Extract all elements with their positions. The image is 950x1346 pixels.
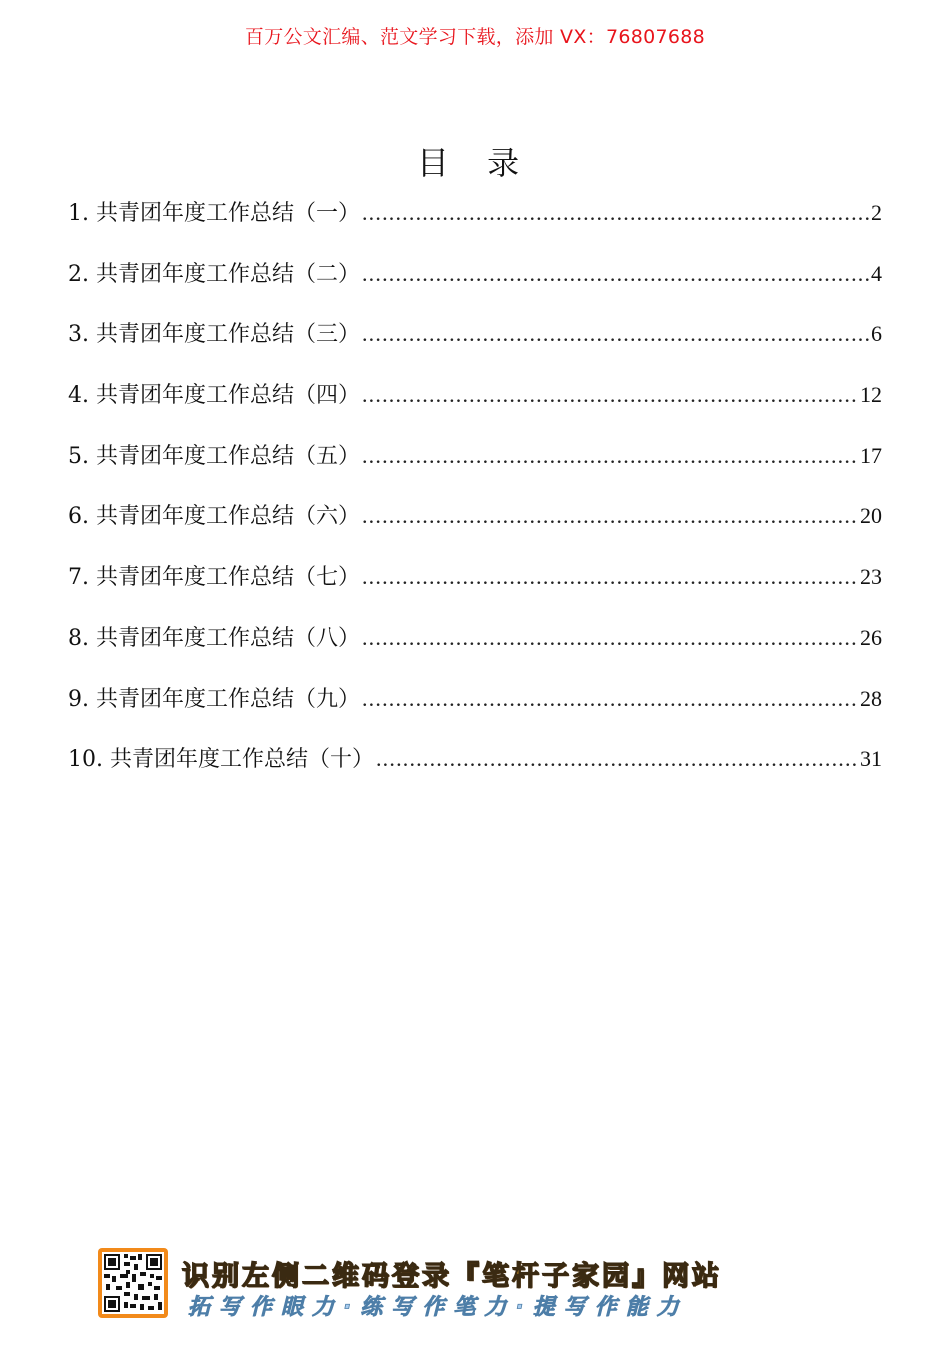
toc-entry[interactable] <box>68 682 882 743</box>
toc-entry-label: 6. 共青团年度工作总结（六） <box>68 504 360 530</box>
toc-entry-label: 8. 共青团年度工作总结（八） <box>68 625 360 651</box>
toc-entry[interactable] <box>68 499 882 560</box>
toc-dot-leader <box>362 200 869 226</box>
toc-entry-label: 4. 共青团年度工作总结（四） <box>68 383 360 409</box>
toc-entry-page: 20 <box>860 503 882 529</box>
toc-entry-page: 6 <box>871 321 882 347</box>
toc-entry-label: 1. 共青团年度工作总结（一） <box>68 201 360 226</box>
banner-headline: 识别左侧二维码登录『笔杆子家园』网站 <box>182 1261 722 1292</box>
toc-title: 目 录 <box>416 144 534 182</box>
toc-entry-label: 3. 共青团年度工作总结（三） <box>68 322 360 348</box>
qr-code-icon[interactable] <box>98 1248 168 1318</box>
toc-entry-page: 28 <box>860 685 882 711</box>
promo-banner <box>98 1248 858 1324</box>
toc-entry-page: 26 <box>860 624 882 650</box>
toc-dot-leader <box>362 564 858 590</box>
toc-dot-leader <box>362 686 858 712</box>
toc-entry-page: 2 <box>871 200 882 225</box>
toc-entry-page: 12 <box>860 382 882 408</box>
toc-dot-leader <box>362 321 869 347</box>
toc-entry[interactable] <box>68 439 882 500</box>
toc-dot-leader <box>362 625 858 651</box>
toc-entry-label: 10. 共青团年度工作总结（十） <box>68 747 374 773</box>
toc-entry[interactable] <box>68 742 882 803</box>
toc-dot-leader <box>362 503 858 529</box>
toc-entry[interactable] <box>68 317 882 378</box>
toc-entry-label: 2. 共青团年度工作总结（二） <box>68 261 360 287</box>
toc-entry-label: 9. 共青团年度工作总结（九） <box>68 686 360 712</box>
table-of-contents <box>68 196 882 803</box>
toc-dot-leader <box>362 443 858 469</box>
toc-dot-leader <box>362 382 858 408</box>
banner-slogan: 拓写作眼力·练写作笔力·提写作能力 <box>188 1295 688 1320</box>
toc-entry[interactable] <box>68 196 882 257</box>
toc-dot-leader <box>362 261 869 287</box>
toc-entry[interactable] <box>68 621 882 682</box>
toc-entry-page: 17 <box>860 442 882 468</box>
toc-entry[interactable] <box>68 560 882 621</box>
toc-dot-leader <box>376 746 858 772</box>
toc-entry-label: 7. 共青团年度工作总结（七） <box>68 565 360 591</box>
toc-entry-page: 4 <box>871 260 882 286</box>
toc-entry-page: 23 <box>860 564 882 590</box>
toc-entry[interactable] <box>68 378 882 439</box>
toc-entry-label: 5. 共青团年度工作总结（五） <box>68 443 360 469</box>
header-promo-note: 百万公文汇编、范文学习下载，添加 VX：76807688 <box>244 26 706 48</box>
toc-entry[interactable] <box>68 257 882 318</box>
toc-entry-page: 31 <box>860 746 882 772</box>
